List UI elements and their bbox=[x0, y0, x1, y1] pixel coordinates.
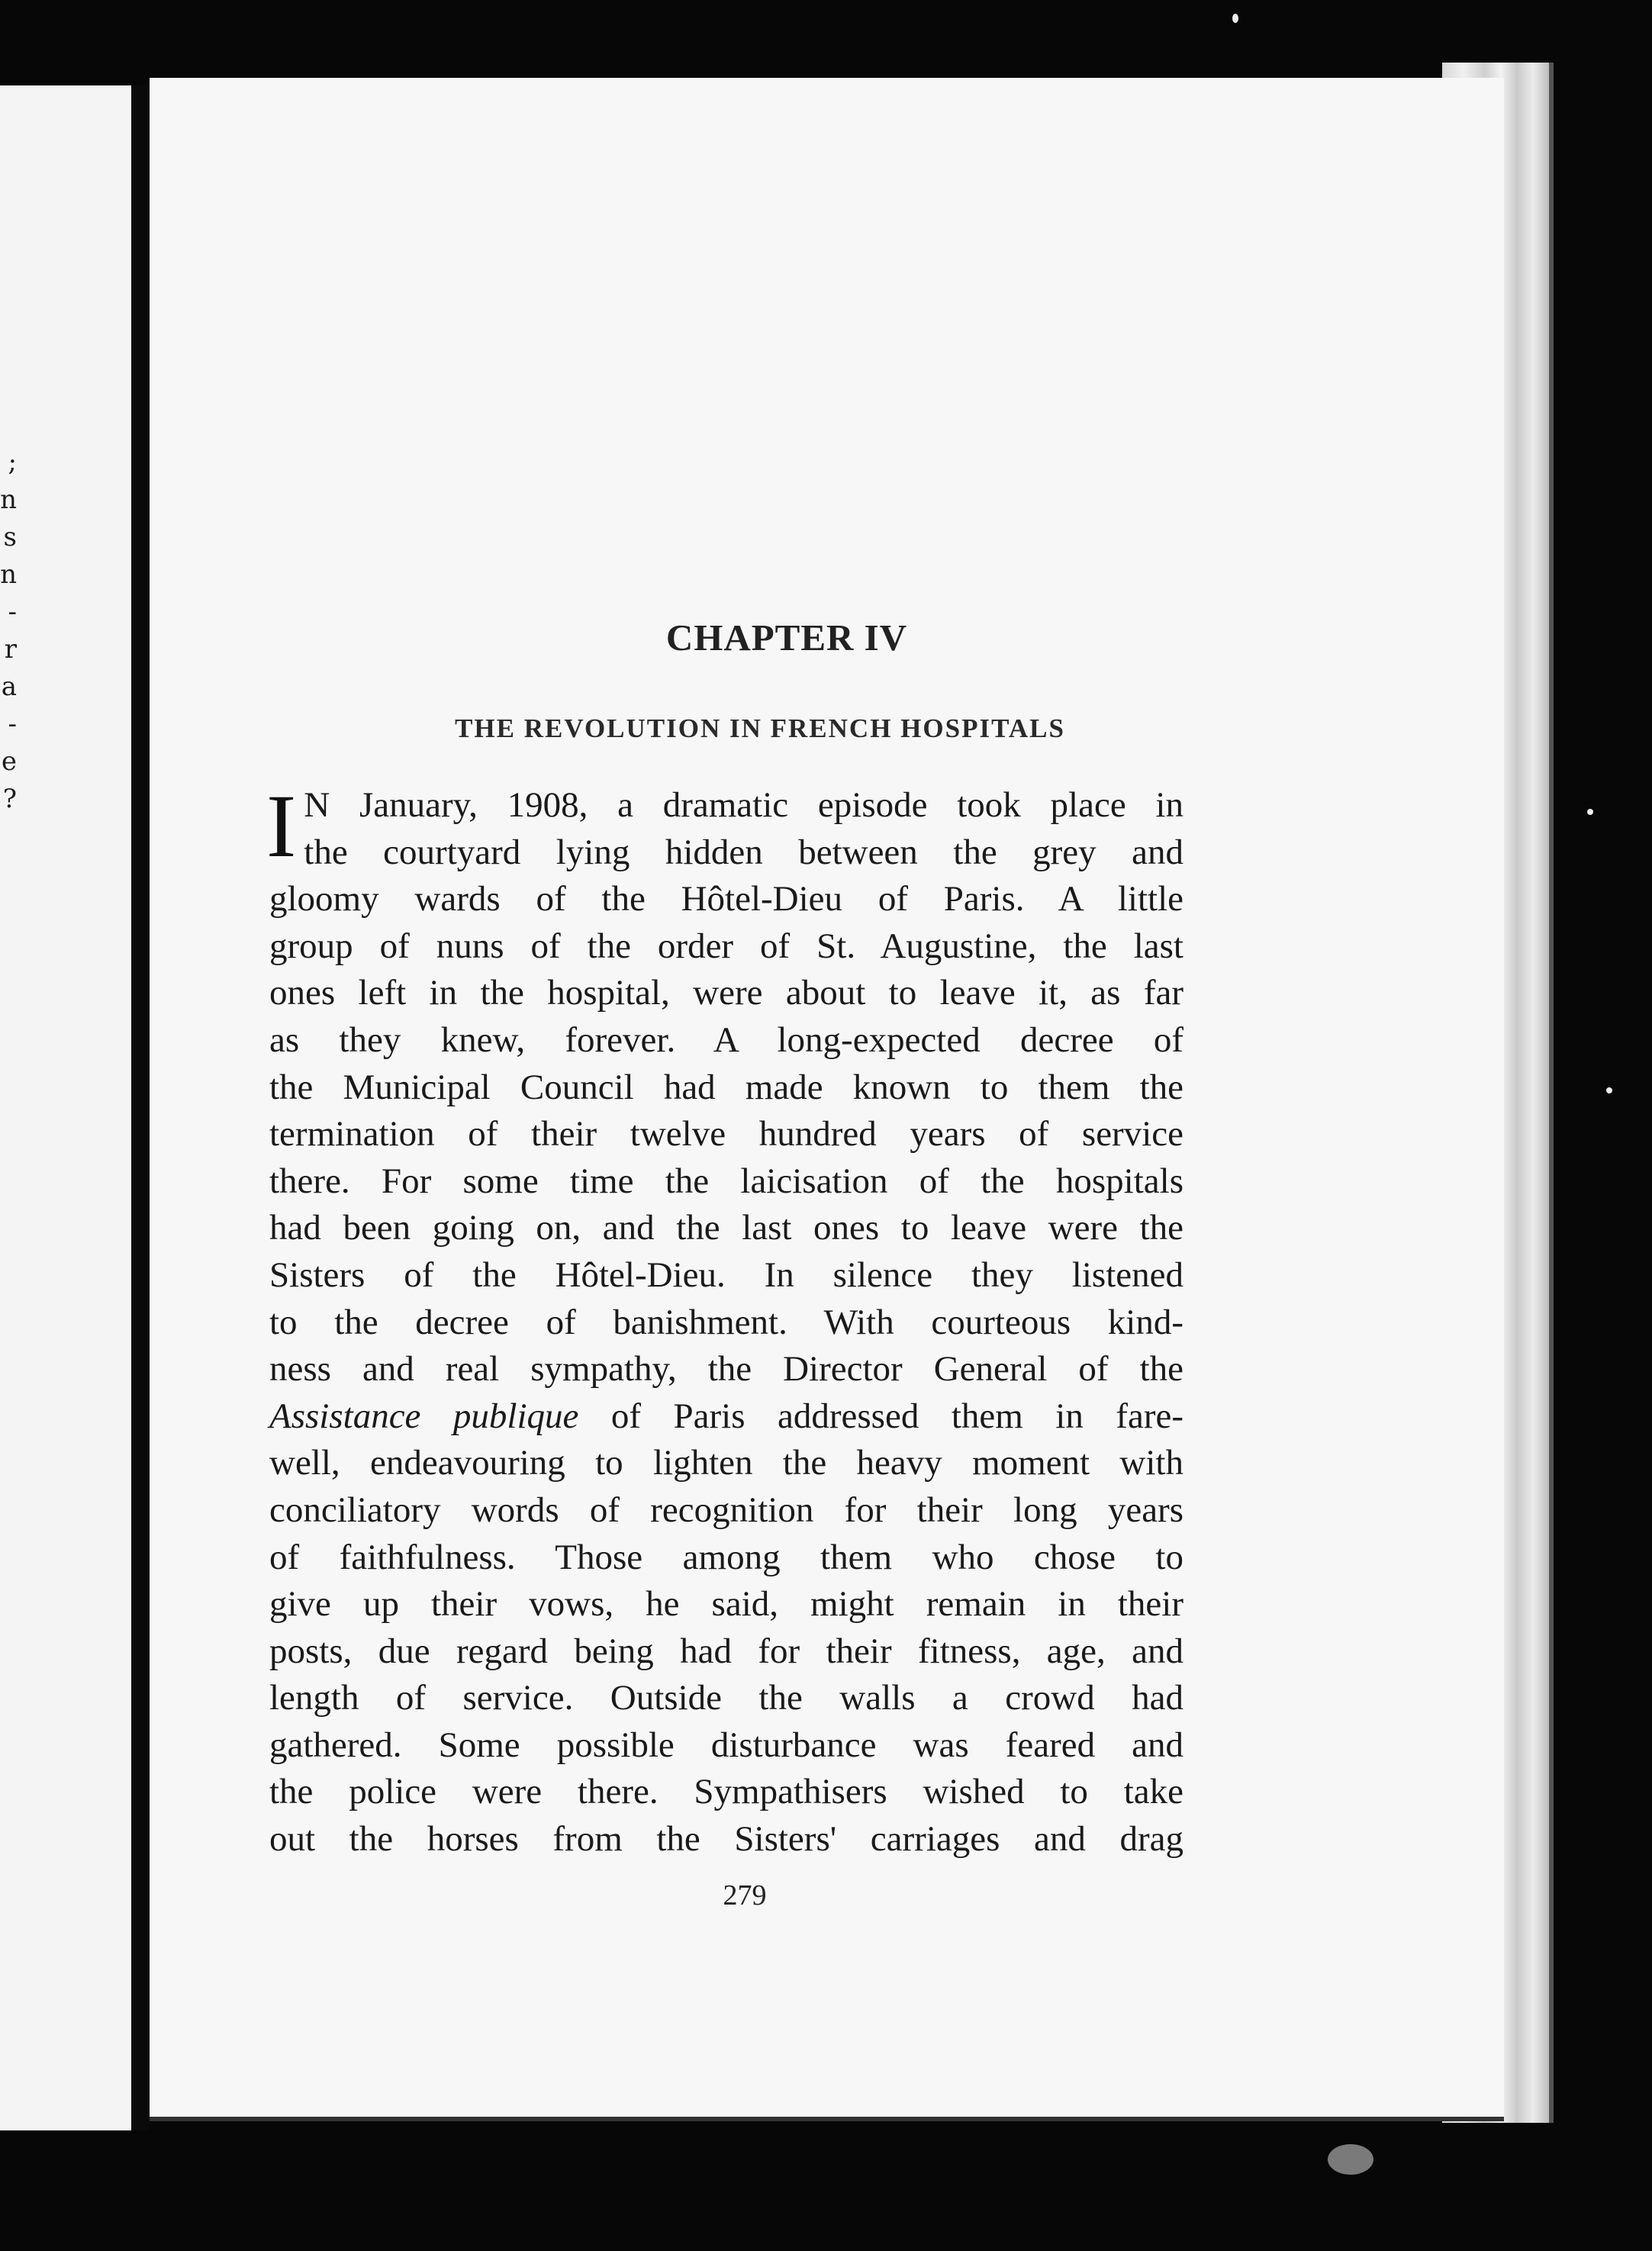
margin-fragment: ? bbox=[2, 784, 17, 814]
margin-fragment: e bbox=[1, 746, 17, 777]
text-line: posts, due regard being had for their fitness, age, and bbox=[269, 1631, 1183, 1671]
left-page-margin-text bbox=[0, 444, 17, 818]
book-gutter bbox=[131, 85, 150, 2130]
margin-fragment: r bbox=[4, 634, 17, 665]
text-line: length of service. Outside the walls a crowd had bbox=[269, 1678, 1183, 1718]
margin-fragment: n bbox=[0, 559, 17, 590]
chapter-subtitle: THE REVOLUTION IN FRENCH HOSPITALS bbox=[455, 713, 1065, 743]
text-line: to the decree of banishment. With courteous kind- bbox=[269, 1302, 1183, 1342]
scan-speck bbox=[1587, 809, 1593, 815]
page-number: 279 bbox=[723, 1879, 767, 1911]
text-line: there. For some time the laicisation of the hospitals bbox=[269, 1161, 1183, 1201]
text-line: of faithfulness. Those among them who chose to bbox=[269, 1537, 1183, 1577]
text-line: ness and real sympathy, the Director General of the bbox=[269, 1349, 1183, 1390]
text-line: give up their vows, he said, might remain in their bbox=[269, 1584, 1183, 1625]
text-line: termination of their twelve hundred years of service bbox=[269, 1114, 1183, 1154]
dropcap: I bbox=[266, 776, 297, 876]
margin-fragment: - bbox=[8, 597, 17, 627]
text-line: as they knew, forever. A long-expected decree of bbox=[269, 1019, 1183, 1060]
text-line: ones left in the hospital, were about to leave it, as far bbox=[269, 973, 1183, 1013]
text-line: conciliatory words of recognition for their long years bbox=[269, 1489, 1183, 1530]
italic-phrase: Assistance publique bbox=[269, 1396, 579, 1436]
margin-fragment: s bbox=[3, 522, 17, 552]
scan-speck bbox=[1232, 14, 1238, 23]
chapter-body bbox=[266, 776, 1184, 1863]
text-line: group of nuns of the order of St. Augustine, the last bbox=[269, 926, 1183, 966]
margin-fragment: - bbox=[8, 709, 17, 739]
text-line: N January, 1908, a dramatic episode took place in bbox=[304, 785, 1183, 825]
text-line: the courtyard lying hidden between the grey and bbox=[304, 832, 1183, 872]
left-page bbox=[0, 85, 131, 2130]
text-line: gloomy wards of the Hôtel-Dieu of Paris. A little bbox=[269, 879, 1183, 919]
text-line: had been going on, and the last ones to leave were the bbox=[269, 1208, 1183, 1248]
text-line-rest: of Paris addressed them in fare- bbox=[610, 1396, 1184, 1436]
scan-speck bbox=[1606, 1087, 1612, 1093]
text-line: out the horses from the Sisters' carriages and drag bbox=[269, 1819, 1183, 1860]
margin-fragment: ; bbox=[8, 447, 17, 478]
margin-fragment: n bbox=[0, 485, 17, 515]
margin-fragment: a bbox=[1, 671, 17, 702]
right-page bbox=[150, 78, 1504, 2121]
chapter-title: CHAPTER IV bbox=[665, 617, 908, 659]
text-line: well, endeavouring to lighten the heavy moment with bbox=[269, 1443, 1183, 1483]
text-line: gathered. Some possible disturbance was feared and bbox=[269, 1724, 1183, 1765]
text-line: the police were there. Sympathisers wished to take bbox=[269, 1772, 1183, 1812]
text-line-with-italic bbox=[269, 1393, 1183, 1441]
text-line: the Municipal Council had made known to them the bbox=[269, 1067, 1183, 1107]
text-line: Sisters of the Hôtel-Dieu. In silence they listened bbox=[269, 1254, 1183, 1295]
scan-speck bbox=[1328, 2144, 1373, 2175]
